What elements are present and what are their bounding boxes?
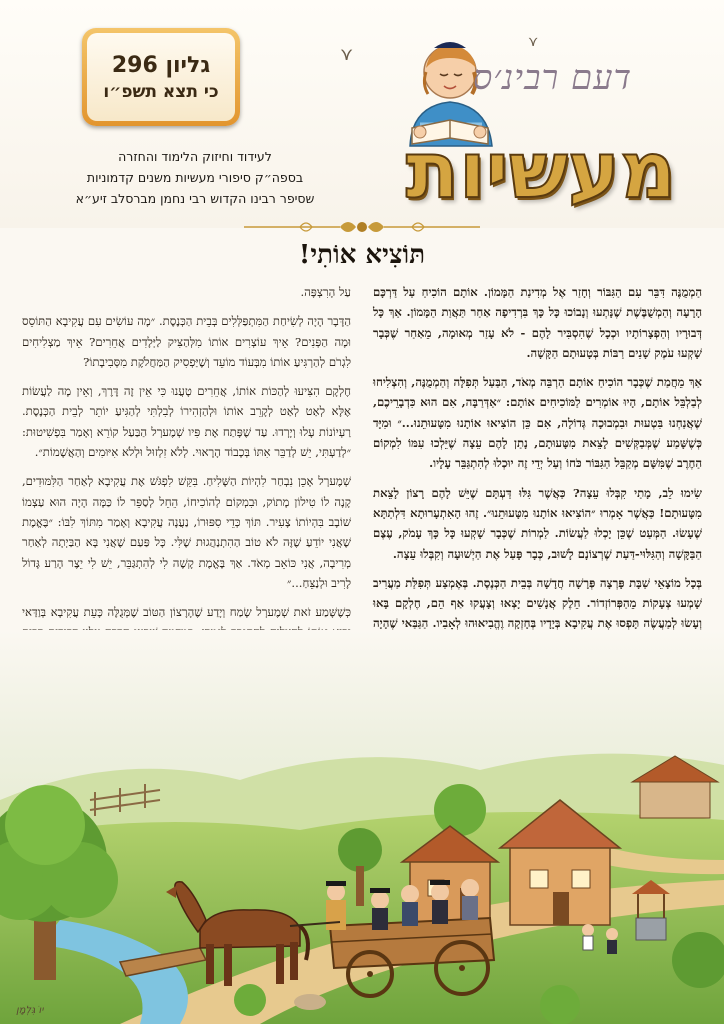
logo-title: מעשיות [405,126,677,216]
ornament-divider [240,214,484,240]
illustrator-credit: יוֹ גִּלְמָן [16,1005,44,1016]
village-wagon-illustration [0,630,724,1024]
paragraph: אַךְ מֵחֲמַת שֶׁכְּבָר הוֹכִיחַ אוֹתָם הַרְבֵּה מְאֹד, הַבַּעַל תְּפִלָּה וְהַמְמֻנֶּה, וְהִצְלִיחוּ לְבַלְבֵּל אוֹתָם, הָיוּ אוֹמְרִים לַמּוֹכִיחִים אוֹתָם: ״אַדְּרַבָּה, אִם הוּא כִּדְבָרֵיכֶם, שֶׁאֲנַחְנוּ בִּטְעוּת וּבִמְבוּכָה גְּדוֹלָה, אִם כֵּן הוֹצִיאוּ אוֹתָנוּ מִטָּעוּתֵנוּ...״ וּמִיָּד כְּשֶׁשָּׁמַע שֶׁמְּבַקְּשִׁים לָצֵאת מִטָּעוּתָם, נָתַן לָהֶם עֵצָה שֶׁיֵּלְכוּ עִמּוֹ לִמְקוֹם הַחֶרֶב שֶׁמִּשָּׁם מְקַבֵּל הַגִּבּוֹר כֹּחוֹ וְעַל יְדֵי זֶה יוּכְלוּ לְהִתְגַּבֵּר עָלָיו. [373,375,702,471]
intro-line: לעידוד וחיזוק הלימוד והחזרה [118,149,272,164]
article-title: תּוֹצִיא אוֹתִי! [298,240,426,270]
issue-number: גליון 296 [111,52,211,78]
page-header [0,0,724,228]
bird-icon: ⋎ [340,44,354,65]
subtitle-script: דעם רבינ׳ס [472,58,632,98]
paragraph: הַדָּבָר הָיָה לְשִׂיחַת הַמִּתְפַּלְּלִים בְּבֵית הַכְּנֶסֶת. ״מָה עוֹשִׂים עִם עֲקִיבָא הַתּוֹסֵס וּמָה הַפְּנִים? אֵיךְ עוֹצְרִים אוֹתוֹ מִלְּהַצִּיק לַיְּלָדִים אֲחֵרִים? אֵיךְ מַצְלִיחִים לִגְרֹם לְהַרְגִּיעַ אוֹתוֹ מִבְּעוֹד מוֹעֵד וְשֶׁיַּפְסִיק הַמַּחֲלֹקֶת מִסְּבִיבָתוֹ? [22,314,351,369]
issue-badge-inner [87,33,235,121]
bird-icon: ⋎ [528,34,539,50]
paragraph: עַל הָרִצְפָּה. [300,285,351,299]
paragraph: שִׂימוּ לֵב, מָתַי קִבְּלוּ עֵצָה? כַּאֲשֶׁר גִּלּוּ דַּעְתָּם שֶׁיֵּשׁ לָהֶם רָצוֹן לָצֵאת מִטָּעוּתָם! כַּאֲשֶׁר אָמְרוּ ״הוֹצִיאוּ אוֹתָנוּ מִטָּעוּתֵנוּ״. זֶהוּ הָאִתְעָרוּתָא דִּלְתַתָּא שֶׁעָשׂוּ. הַמְּעַט שֶׁכֵּן יָכְלוּ לַעֲשׂוֹת. לַמְרוֹת שֶׁכְּבָר שָׁקְעוּ כָּל כָּךְ עָמֹק, עֶצֶם הַבַּקָּשָׁה וְהַגִּלּוּי-דַּעַת שֶׁרְצוֹנָם לָשׁוּב, כְּבָר פָּעַל אֶת הַיְשׁוּעָה וְקִבְּלוּ עֵצָה. [373,485,702,561]
paragraph: כְּשֶׁשָּׁמַע זֹאת שְׁמֶערְל שָׂמַח וְיָדַע שֶׁהָרָצוֹן הַטּוֹב שֶׁמְּגֻלֶּה כָּעֵת עֲקִיבָא בְּוַדַּאי [22,605,351,620]
paragraph: חֶלְקָם הִצִּיעוּ לְהַכּוֹת אוֹתוֹ, אֲחֵרִים טָעֲנוּ כִּי אֵין זֶה דֶּרֶךְ, וְאֵין מָה לַעֲשׂוֹת אֶלָּא לְאַט לְאַט לְקָרֵב אוֹתוֹ וּלְהַזְהִירוֹ לְבִלְתִּי לְהַגִּיעַ יוֹתֵר לְבֵית הַכְּנֶסֶת. רַעְיוֹנוֹת עָלוּ וְיָרְדוּ. עַד שֶׁפָּתַח אֶת פִּיו שְׁמֶערְל הַבַּעַל קוֹרֵא וְאָמַר בִּפְשִׁיטוּת: ״לְדַעְתִּי, יֵשׁ לְדַבֵּר אִתּוֹ בְּכָבוֹד הָרָאוּי. לְלֹא זִלְזוּל וּלְלֹא אִיּוּמִים וְהַאֲשָׁמוֹת״. [22,384,351,460]
paragraph: בְּכָל מוֹצָאֵי שַׁבָּת פָּרְצָה פְּרָשָׁה חֲדָשָׁה בְּבֵית הַכְּנֶסֶת. בְּאֶמְצַע תְּפִלַּת מַעֲרִיב שָׁמְעוּ צְעָקוֹת מֵהַפְּרוֹזְדוֹר. חֵלֶק אֲנָשִׁים יָצְאוּ וְצָעֲקוּ אַף הֵם, חֶלְקָם בָּאוּ וְעָשׂוּ לְמַעֲשֶׂה תָּפְסוּ אֶת עֲקִיבָא בְּיָדָיו בְּחָזְקָה וֶהֱבִיאוּהוּ לְאָבִיו. הַגַּבַּאי שֶׁהָיָה [373,575,702,631]
intro-line: בספה״ק סיפורי מעשיות משנים קדמוניות [86,170,304,185]
intro-text [30,146,360,209]
paragraph: הַמְמֻנֶּה דִּבֵּר עִם הַגִּבּוֹר וְחָזַר אֶל מְדִינַת הַמָּמוֹן. אוֹתָם הוֹכִיחַ עַל דַּרְכָּם הָרָעָה וְהַמְשֻׁבֶּשֶׁת שֶׁנָּתְעוּ וְנָבוֹכוּ כָּל כָּךְ בִּרְדִיפָה אַחַר תַּאֲוַת הַמָּמוֹן. אַךְ כָּל דְּבוּרָיו וְהַפְצָרוֹתָיו וּכְכָל שֶׁהִסְבִּיר לָהֶם - לֹא עָזַר מְאוּמָה, מֵאַחַר שֶׁכְּבָר שָׁקְעוּ עֹמֶק שָׁנִים רַבּוֹת בְּטָעוּתָם הַקָּשָׁה. [373,285,702,360]
parsha-name: כי תצא תשפ״ו [103,81,219,102]
issue-badge [82,28,240,126]
paragraph: שְׁמֶערְל אָכֵן נִבְחַר לִהְיוֹת הַשָּׁלִיחַ. בִּקֵּשׁ לִפְגֹּשׁ אֶת עֲקִיבָא לְאַחַר הַלִּמּוּדִים, קָנָה לוֹ טִילוֹן מָתוֹק, וּבִמְקוֹם לְהוֹכִיחוֹ, הֵחֵל לְסַפֵּר לוֹ כַּמָּה הָיָה הוּא עַצְמוֹ שׁוֹבָב בִּהְיוֹתוֹ צָעִיר. תּוֹךְ כְּדֵי סִפּוּרוֹ, נַעֲנָה עֲקִיבָא וְאָמַר מִתּוֹךְ לִבּוֹ: ״בֶּאֱמֶת שֶׁאֲנִי יוֹדֵעַ שֶׁזֶּה לֹא טוֹב הַהִתְנַהֲגוּת שֶׁלִּי. כָּל פַּעַם שֶׁאֲנִי בָּא הַבַּיְתָה לְאַחַר מְרִיבָה, אֲנִי כּוֹאֵב מְאֹד. אַךְ בֶּאֱמֶת קָשֶׁה לִי לְהִתְגַּבֵּר, יֵשׁ לִי יֵצֶר הָרַע גָּדוֹל לָרִיב וּלְנַצֵּחַ...״ [22,474,351,590]
intro-line: שסיפר רבינו הקדוש רבי נחמן מברסלב זיע״א [75,191,315,206]
